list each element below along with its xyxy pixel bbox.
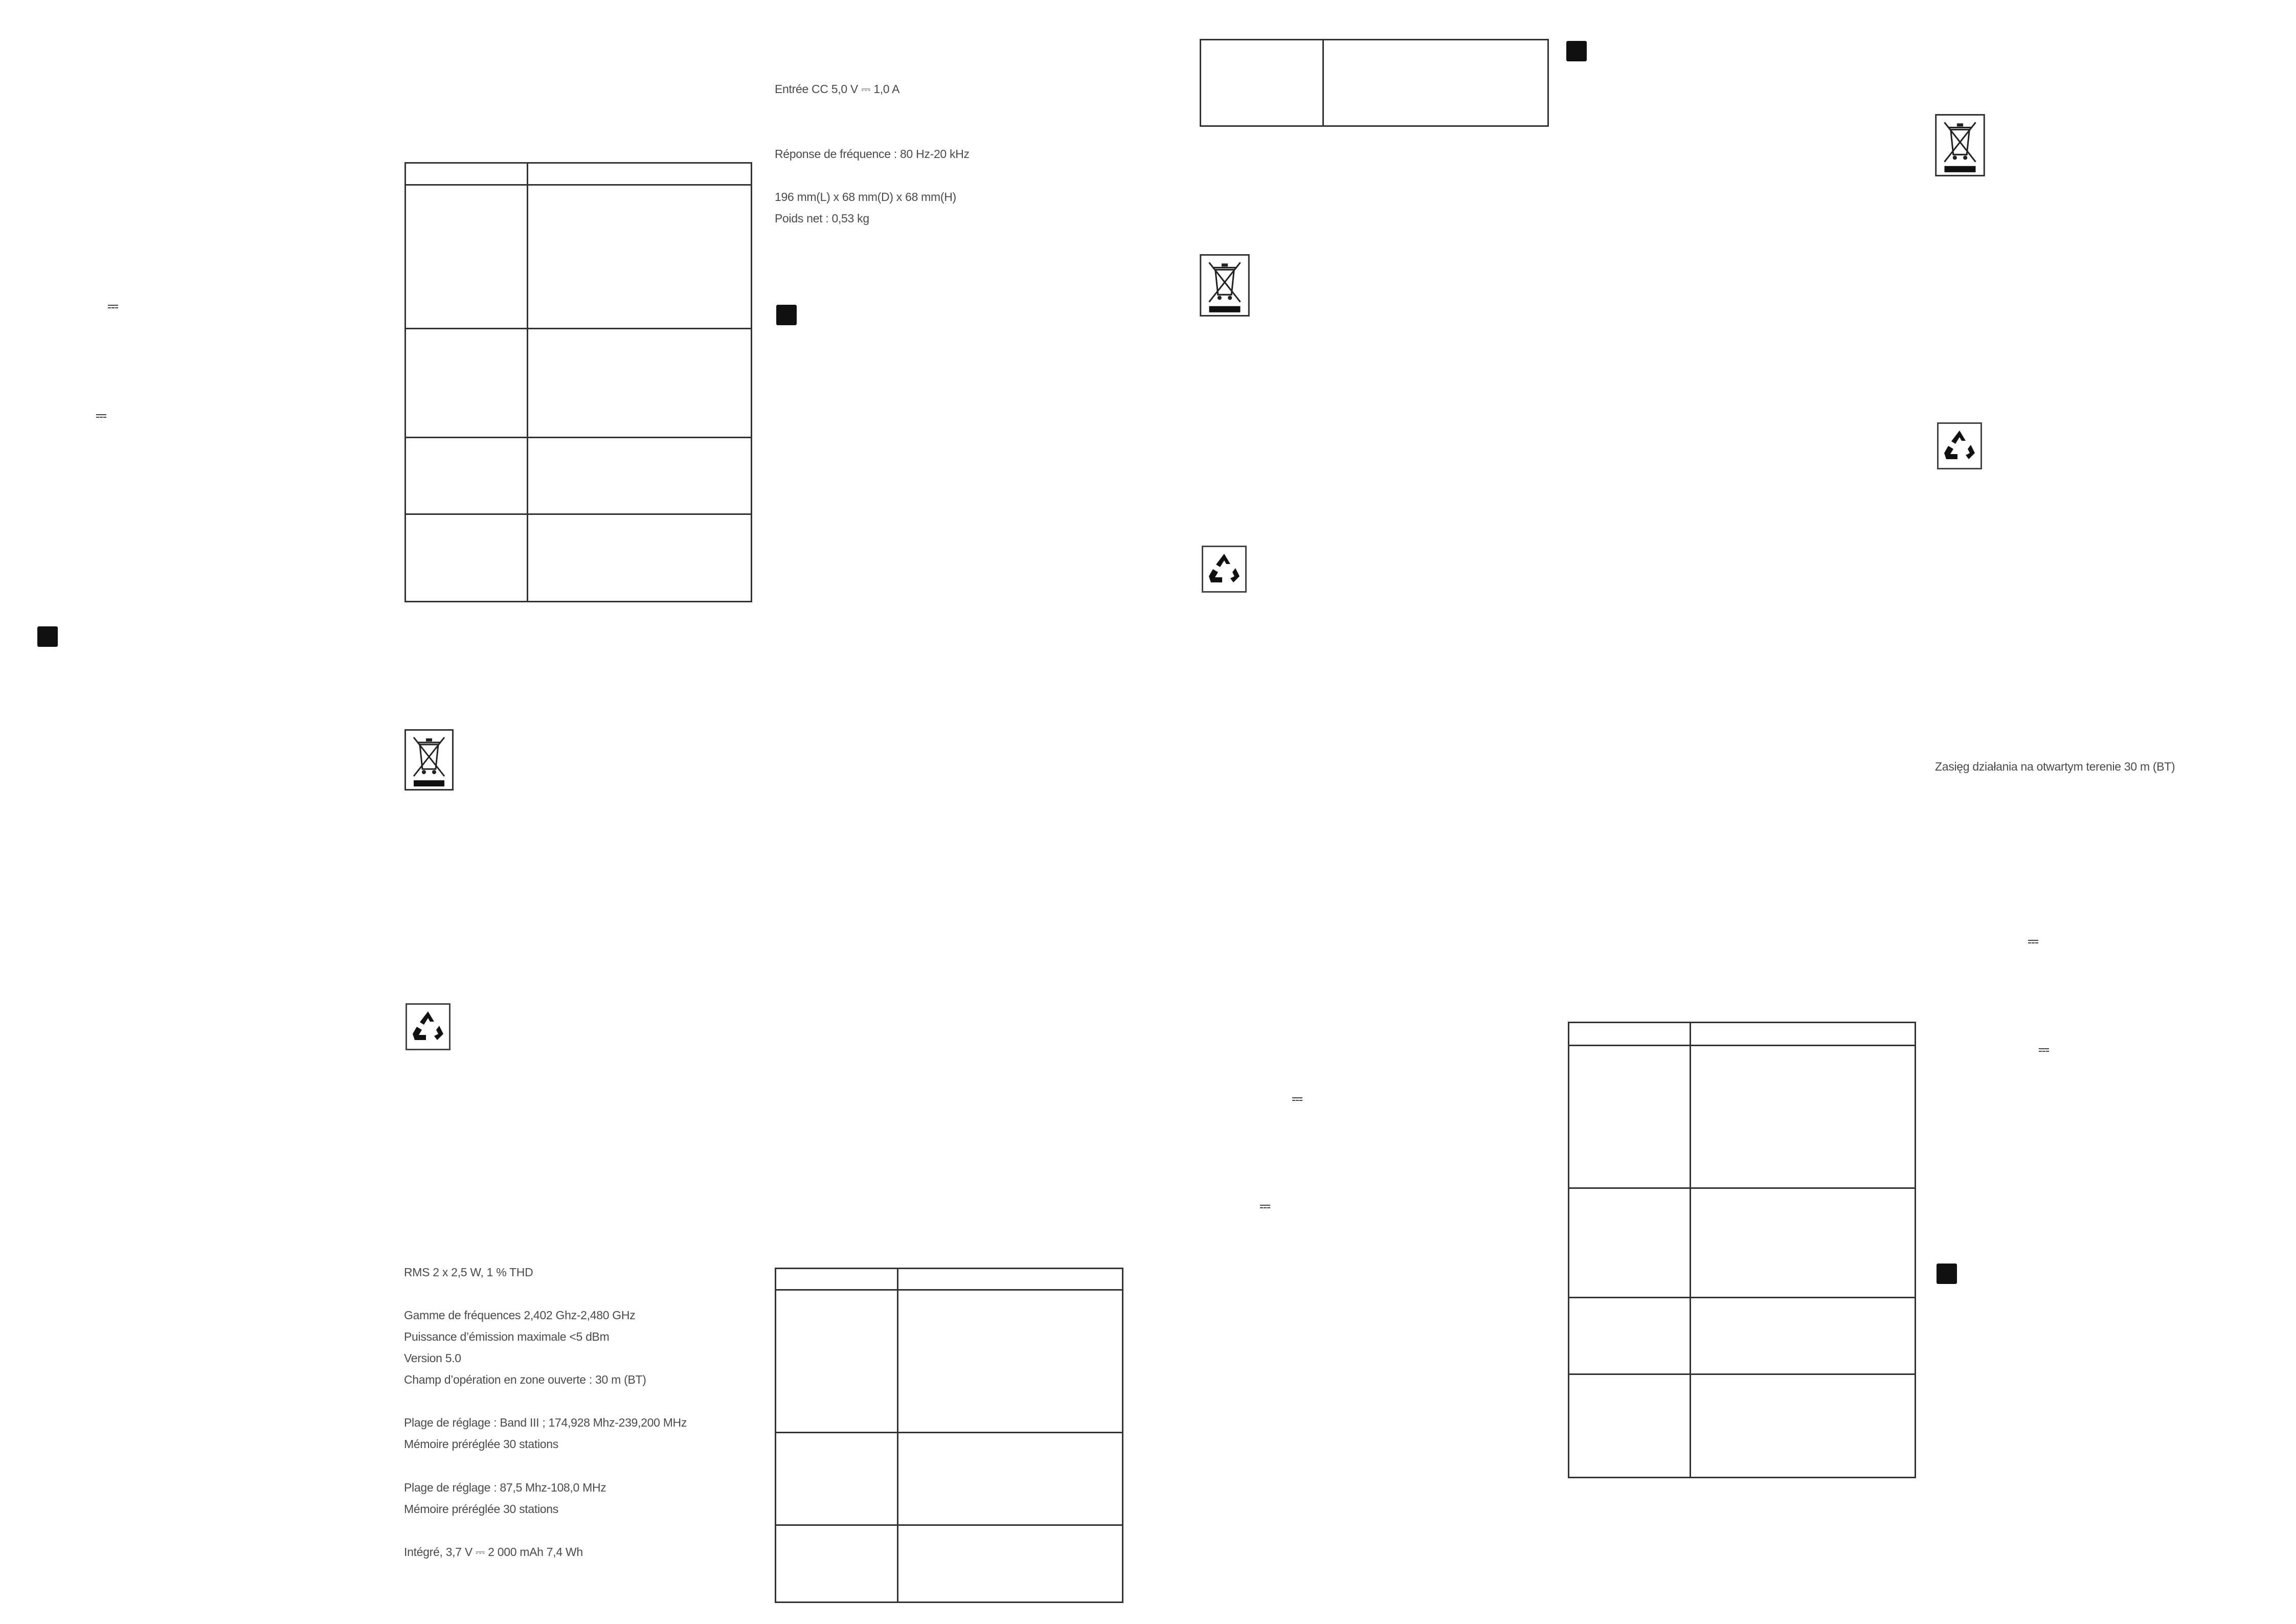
section-marker xyxy=(1566,41,1587,61)
crossed-out-wheelie-bin-icon xyxy=(404,729,454,791)
fr-spec-bt-power: Puissance d’émission maximale <5 dBm xyxy=(404,1330,610,1343)
fr-spec-fm-range: Plage de réglage : 87,5 Mhz-108,0 MHz xyxy=(404,1481,606,1494)
fr-spec-dimensions: 196 mm(L) x 68 mm(D) x 68 mm(H) xyxy=(775,190,956,204)
section-marker xyxy=(37,626,58,647)
fr-spec-fm-memory: Mémoire préréglée 30 stations xyxy=(404,1502,558,1516)
fr-spec-net-weight: Poids net : 0,53 kg xyxy=(775,212,869,225)
fr-spec-dc-input: Entrée CC 5,0 V ⎓ 1,0 A xyxy=(775,82,900,96)
dc-symbol-icon xyxy=(1292,1097,1302,1101)
fr-spec-dab-range: Plage de réglage : Band III ; 174,928 Mhz-239,200 MHz xyxy=(404,1416,687,1429)
pl-spec-bt-range: Zasięg działania na otwartym terenie 30 m (BT) xyxy=(1935,760,2175,773)
recycle-icon xyxy=(406,1003,451,1050)
fr-spec-rms: RMS 2 x 2,5 W, 1 % THD xyxy=(404,1266,533,1279)
recycle-icon xyxy=(1937,422,1982,469)
crossed-out-wheelie-bin-icon xyxy=(1200,254,1250,317)
recycle-icon xyxy=(1202,546,1247,593)
section-marker xyxy=(1937,1264,1957,1284)
fr-spec-bt-range: Champ d’opération en zone ouverte : 30 m (BT) xyxy=(404,1373,646,1386)
fr-spec-frequency-response: Réponse de fréquence : 80 Hz-20 kHz xyxy=(775,147,970,161)
fr-spec-dab-memory: Mémoire préréglée 30 stations xyxy=(404,1437,558,1451)
fr-spec-battery: Intégré, 3,7 V ⎓ 2 000 mAh 7,4 Wh xyxy=(404,1545,583,1559)
fr-spec-bt-frequency: Gamme de fréquences 2,402 Ghz-2,480 GHz xyxy=(404,1309,636,1322)
dc-symbol-icon xyxy=(2028,940,2038,944)
dc-symbol-icon xyxy=(1260,1205,1270,1209)
dc-symbol-icon xyxy=(2039,1048,2049,1052)
dc-symbol-icon xyxy=(96,414,106,418)
dc-symbol-icon xyxy=(108,305,118,309)
crossed-out-wheelie-bin-icon xyxy=(1935,114,1985,176)
fr-spec-bt-version: Version 5.0 xyxy=(404,1351,461,1365)
section-marker xyxy=(776,305,797,325)
